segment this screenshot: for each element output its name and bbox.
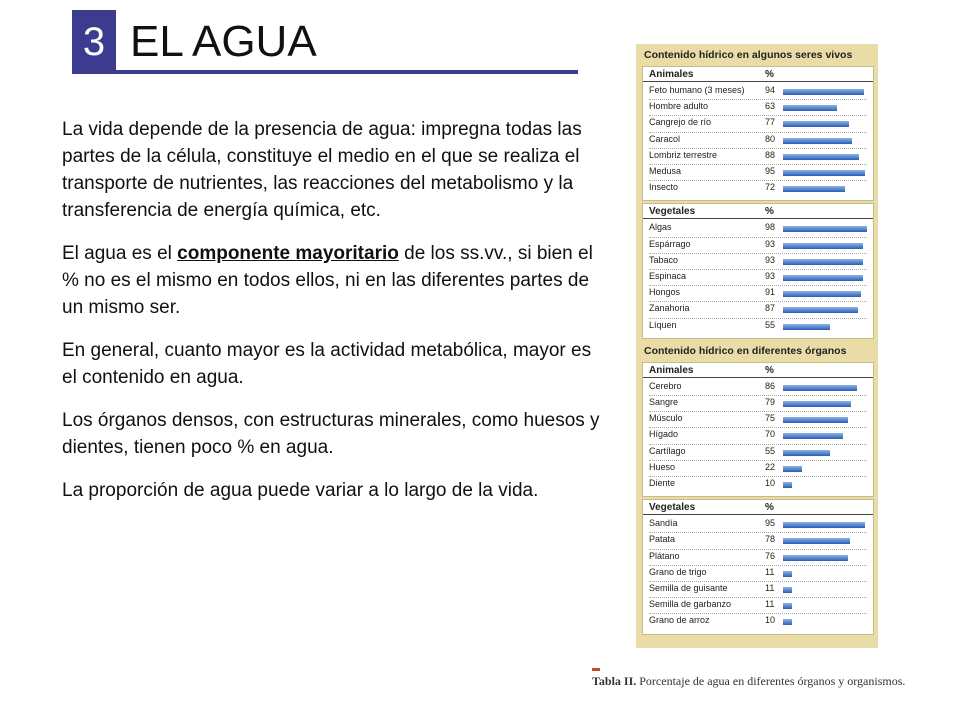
category-label: Sangre (649, 396, 679, 407)
table-header-rule (643, 81, 873, 82)
data-label: 86 (765, 380, 776, 391)
category-label: Caracol (649, 133, 681, 144)
bar (783, 89, 864, 95)
category-label: Músculo (649, 413, 683, 424)
category-label: Tabaco (649, 254, 679, 265)
bar (783, 154, 859, 160)
data-label: 70 (765, 429, 776, 440)
highlight-term: componente mayoritario (177, 243, 399, 264)
paragraph-2-start: El agua es el (62, 243, 178, 264)
category-label: Cartílago (649, 445, 686, 456)
table-unit-header: % (765, 69, 774, 80)
category-label: Sandía (649, 518, 678, 529)
category-label: Medusa (649, 166, 682, 176)
data-label: 75 (765, 413, 776, 424)
row-divider (649, 460, 867, 461)
paragraph-5: La proporción de agua puede variar a lo largo de la vida. (62, 480, 539, 501)
data-label: 94 (765, 85, 776, 95)
category-label: Cerebro (649, 380, 682, 391)
bar (783, 603, 792, 609)
table-group-header: Animales (649, 364, 694, 376)
category-label: Semilla de guisante (649, 582, 728, 593)
data-label: 22 (765, 461, 776, 472)
category-label: Espárrago (649, 238, 691, 249)
row-divider (649, 613, 867, 614)
row-divider (649, 180, 867, 181)
data-label: 11 (765, 582, 775, 593)
table-unit-header: % (765, 502, 774, 514)
slide-title: EL AGUA (130, 17, 317, 66)
category-label: Semilla de garbanzo (649, 599, 732, 610)
row-divider (649, 411, 867, 412)
bar (783, 450, 830, 456)
category-label: Insecto (649, 182, 679, 193)
row-divider (649, 285, 867, 286)
row-divider (649, 565, 867, 566)
row-divider (649, 164, 867, 165)
bar (783, 385, 857, 391)
category-label: Grano de trigo (649, 566, 707, 577)
data-label: 76 (765, 550, 776, 561)
paragraph-1: La vida depende de la presencia de agua: impregna todas las partes de la célula, constituye el medio en el que se realiza el transporte de nutrientes, las reacciones del metabolismo y la transferencia de energía química, etc. (62, 119, 582, 221)
bar (783, 619, 792, 625)
category-label: Líquen (649, 319, 677, 330)
data-label: 10 (765, 477, 776, 488)
row-divider (649, 549, 867, 550)
row-divider (649, 237, 867, 238)
category-label: Diente (649, 477, 676, 488)
category-label: Algas (649, 222, 672, 233)
bar (783, 243, 863, 249)
row-divider (649, 532, 867, 533)
data-label: 95 (765, 518, 776, 529)
data-label: 95 (765, 166, 776, 176)
table-group-header: Vegetales (649, 206, 696, 218)
table-header-rule (643, 218, 873, 219)
data-table-animales (642, 66, 874, 201)
slide-number: 3 (72, 10, 116, 74)
water-content-figure (636, 44, 878, 648)
category-label: Grano de arroz (649, 615, 710, 626)
row-divider (649, 132, 867, 133)
row-divider (649, 597, 867, 598)
bar (783, 587, 792, 593)
category-label: Hongos (649, 287, 681, 298)
row-divider (649, 318, 867, 319)
bar (783, 433, 843, 439)
bar (783, 307, 858, 313)
bar (783, 324, 830, 330)
data-label: 91 (765, 287, 776, 298)
title-underline (116, 70, 578, 74)
table-group-header: Vegetales (649, 502, 696, 514)
data-label: 93 (765, 270, 776, 281)
bar (783, 138, 852, 144)
category-label: Lombriz terrestre (649, 149, 718, 160)
data-label: 87 (765, 303, 776, 314)
bar (783, 170, 865, 176)
bar (783, 571, 792, 577)
category-label: Feto humano (3 meses) (649, 85, 745, 95)
data-label: 77 (765, 117, 776, 128)
table-header-rule (643, 377, 873, 378)
data-label: 93 (765, 238, 776, 249)
row-divider (649, 301, 867, 302)
data-label: 63 (765, 101, 776, 112)
caption-marker-icon (592, 668, 600, 671)
bar (783, 105, 837, 111)
row-divider (649, 253, 867, 254)
table-header-rule (643, 514, 873, 515)
row-divider (649, 427, 867, 428)
category-label: Patata (649, 534, 676, 545)
caption-text: Porcentaje de agua en diferentes órganos y organismos. (636, 674, 906, 688)
data-label: 98 (765, 222, 776, 233)
body-text (62, 116, 607, 520)
data-label: 11 (765, 566, 775, 577)
data-label: 10 (765, 615, 776, 626)
bar (783, 186, 845, 192)
table-unit-header: % (765, 364, 774, 376)
panel-title: Contenido hídrico en diferentes órganos (644, 344, 847, 357)
bar (783, 275, 863, 281)
paragraph-2 (62, 240, 607, 321)
bar (783, 417, 848, 423)
data-table-vegetales (642, 499, 874, 634)
row-divider (649, 115, 867, 116)
data-table-animales (642, 362, 874, 497)
bar (783, 466, 802, 472)
bar (783, 482, 792, 488)
data-label: 72 (765, 182, 776, 193)
data-label: 93 (765, 254, 776, 265)
row-divider (649, 581, 867, 582)
category-label: Zanahoria (649, 303, 690, 314)
bar (783, 259, 863, 265)
data-label: 55 (765, 319, 776, 330)
caption-label: Tabla II. (592, 674, 637, 688)
bar (783, 121, 849, 127)
category-label: Plátano (649, 550, 680, 561)
row-divider (649, 395, 867, 396)
bar (783, 538, 850, 544)
data-label: 88 (765, 149, 776, 160)
table-unit-header: % (765, 206, 774, 218)
row-divider (649, 99, 867, 100)
bar (783, 291, 861, 297)
table-group-header: Animales (649, 69, 694, 80)
bar (783, 522, 865, 528)
bar (783, 555, 848, 561)
row-divider (649, 269, 867, 270)
row-divider (649, 444, 867, 445)
category-label: Cangrejo de río (649, 117, 712, 128)
paragraph-4: Los órganos densos, con estructuras minerales, como huesos y dientes, tienen poco % en agua. (62, 410, 600, 458)
data-label: 78 (765, 534, 776, 545)
bar (783, 226, 867, 232)
paragraph-2-end: de los ss.vv., si bien el % no es el mismo en todos ellos, ni en las diferentes partes de un mismo ser. (62, 243, 593, 318)
row-divider (649, 476, 867, 477)
data-label: 55 (765, 445, 776, 456)
row-divider (649, 148, 867, 149)
category-label: Hueso (649, 461, 676, 472)
paragraph-3: En general, cuanto mayor es la actividad metabólica, mayor es el contenido en agua. (62, 340, 592, 388)
data-table-vegetales (642, 203, 874, 338)
panel-title: Contenido hídrico en algunos seres vivos (644, 49, 853, 61)
data-label: 80 (765, 133, 776, 144)
category-label: Espinaca (649, 270, 687, 281)
category-label: Hombre adulto (649, 101, 709, 112)
category-label: Hígado (649, 429, 679, 440)
data-label: 11 (765, 599, 775, 610)
bar (783, 401, 851, 407)
data-label: 79 (765, 396, 776, 407)
figure-caption (592, 674, 905, 689)
